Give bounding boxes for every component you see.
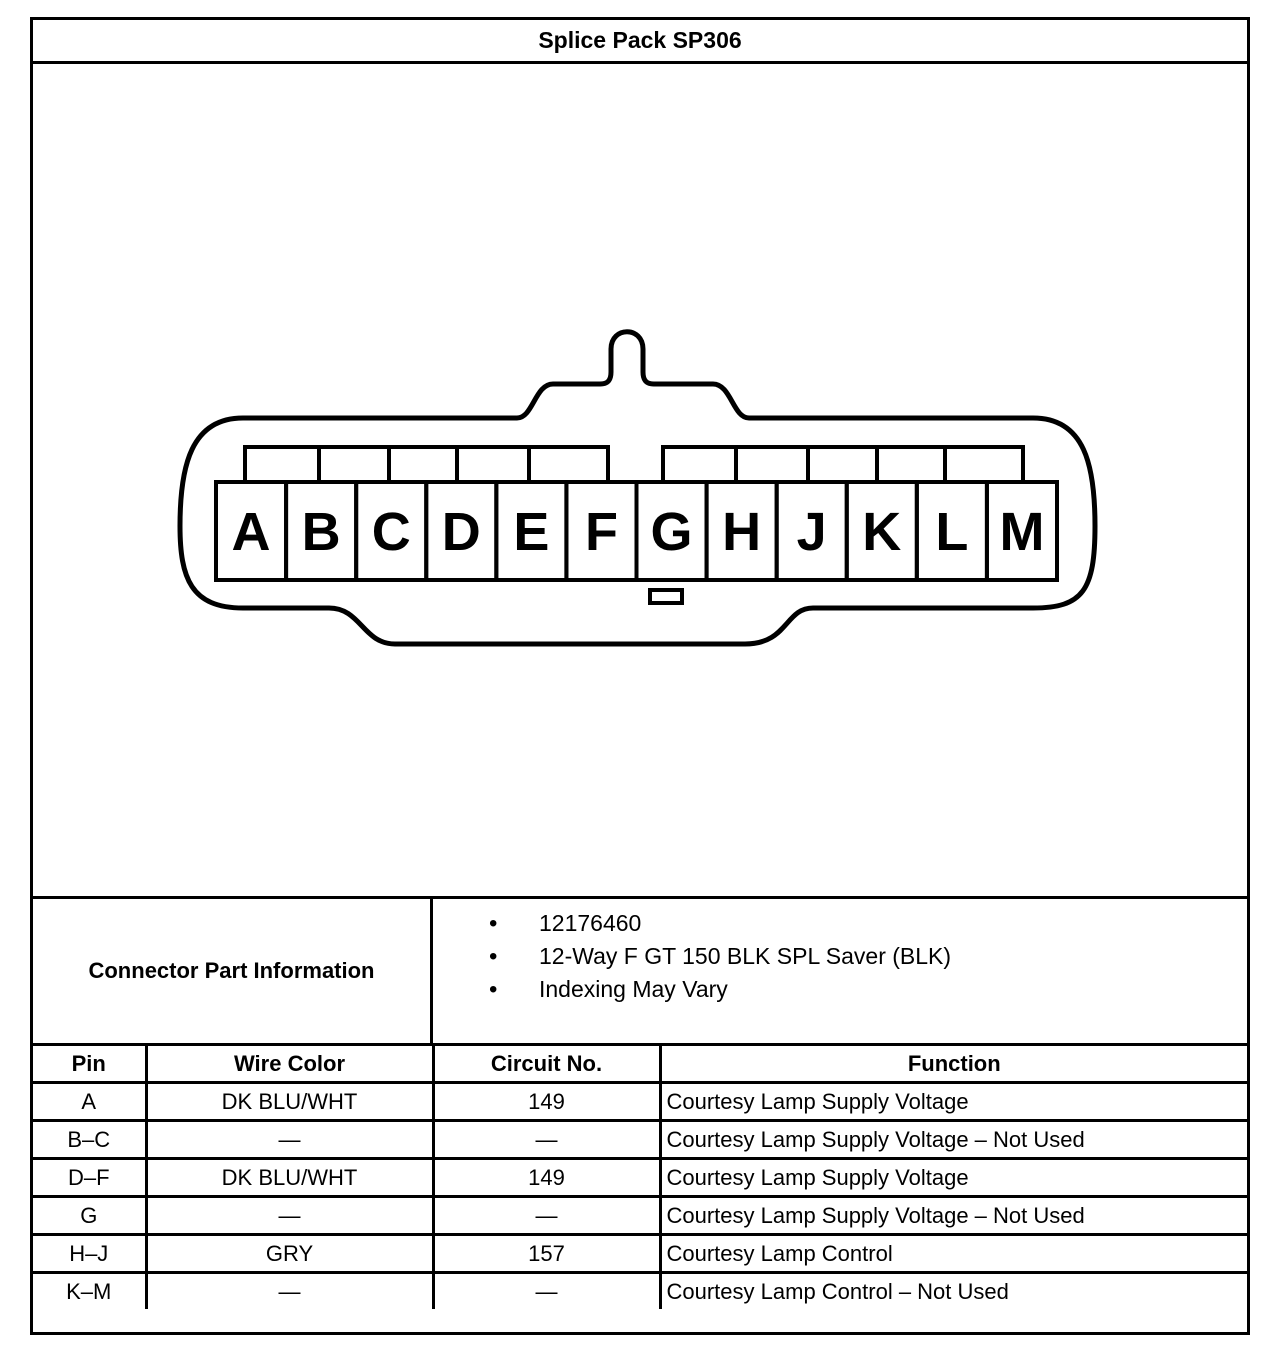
header-function: Function	[660, 1046, 1247, 1083]
page-title: Splice Pack SP306	[33, 20, 1247, 64]
pin-label-l: L	[935, 502, 969, 562]
pin-label-g: G	[650, 502, 693, 562]
table-header-row	[33, 1046, 1247, 1083]
part-info-section	[33, 896, 1247, 1046]
cell-pin: K–M	[33, 1273, 146, 1310]
pin-label-b: B	[301, 502, 341, 562]
header-circuit-no: Circuit No.	[433, 1046, 660, 1083]
latch-bar-right	[663, 447, 1023, 480]
latch-bar-left	[245, 447, 608, 480]
cell-wire-color: —	[146, 1121, 433, 1159]
header-pin: Pin	[33, 1046, 146, 1083]
cell-pin: G	[33, 1197, 146, 1235]
cell-wire-color: DK BLU/WHT	[146, 1083, 433, 1121]
cell-pin: B–C	[33, 1121, 146, 1159]
pin-label-k: K	[862, 502, 902, 562]
pin-label-h: H	[722, 502, 762, 562]
connector-face-svg	[33, 64, 1247, 896]
cell-circuit-no: —	[433, 1273, 660, 1310]
connector-diagram	[33, 64, 1247, 896]
cell-wire-color: —	[146, 1197, 433, 1235]
table-row	[33, 1159, 1247, 1197]
pin-table	[33, 1046, 1247, 1309]
cell-function: Courtesy Lamp Control	[660, 1235, 1247, 1273]
cell-wire-color: DK BLU/WHT	[146, 1159, 433, 1197]
key-slot	[650, 590, 682, 603]
cell-function: Courtesy Lamp Control – Not Used	[660, 1273, 1247, 1310]
pin-label-c: C	[371, 502, 411, 562]
cell-pin: D–F	[33, 1159, 146, 1197]
cell-function: Courtesy Lamp Supply Voltage – Not Used	[660, 1197, 1247, 1235]
table-row	[33, 1197, 1247, 1235]
cell-function: Courtesy Lamp Supply Voltage – Not Used	[660, 1121, 1247, 1159]
pin-label-m: M	[999, 502, 1045, 562]
pin-label-f: F	[584, 502, 618, 562]
part-info-item: • 12176460	[433, 907, 1247, 940]
cell-wire-color: —	[146, 1273, 433, 1310]
cell-function: Courtesy Lamp Supply Voltage	[660, 1083, 1247, 1121]
cell-circuit-no: 149	[433, 1083, 660, 1121]
part-info-label: Connector Part Information	[33, 899, 433, 1043]
pin-label-j: J	[796, 502, 827, 562]
splice-pack-sheet	[30, 17, 1250, 1335]
cell-function: Courtesy Lamp Supply Voltage	[660, 1159, 1247, 1197]
part-info-list	[433, 899, 1247, 1043]
cell-circuit-no: 157	[433, 1235, 660, 1273]
cell-circuit-no: —	[433, 1121, 660, 1159]
header-wire-color: Wire Color	[146, 1046, 433, 1083]
pin-label-e: E	[513, 502, 550, 562]
pin-label-d: D	[441, 502, 481, 562]
cell-wire-color: GRY	[146, 1235, 433, 1273]
cell-circuit-no: —	[433, 1197, 660, 1235]
cell-pin: A	[33, 1083, 146, 1121]
part-info-item: • 12-Way F GT 150 BLK SPL Saver (BLK)	[433, 940, 1247, 973]
pin-cells	[216, 482, 1057, 580]
pin-label-a: A	[231, 502, 271, 562]
part-info-item: • Indexing May Vary	[433, 973, 1247, 1006]
table-row	[33, 1235, 1247, 1273]
table-row	[33, 1121, 1247, 1159]
table-row	[33, 1273, 1247, 1310]
table-row	[33, 1083, 1247, 1121]
cell-circuit-no: 149	[433, 1159, 660, 1197]
cell-pin: H–J	[33, 1235, 146, 1273]
